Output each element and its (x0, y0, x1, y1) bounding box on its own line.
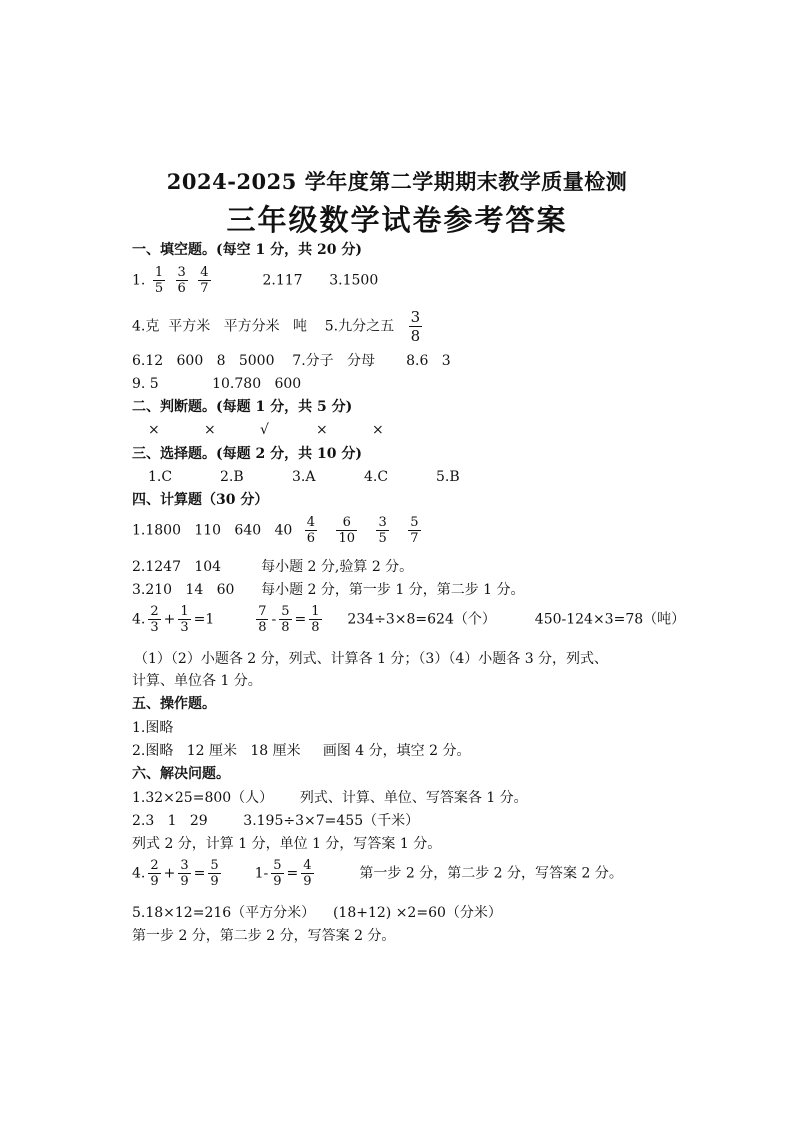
answer-choice: 5.B (436, 469, 460, 485)
choice-answers (148, 468, 508, 486)
problem-line-6: 第一步 2 分，第二步 2 分，写答案 2 分。 (132, 928, 396, 944)
fill-blank-line-2 (132, 308, 425, 345)
fraction: $\frac{2}{9}$ (150, 858, 159, 889)
problem-line-3: 列式 2 分，计算 1 分，单位 1 分，写答案 1 分。 (132, 836, 442, 852)
answer-key-title: 三年级数学试卷参考答案 (226, 203, 568, 237)
operator: = (294, 611, 307, 628)
answer-mark: × (316, 422, 328, 438)
answer-text: 450-124×3=78（吨） (534, 611, 686, 628)
operation-line-2: 2.图略 12 厘米 18 厘米 画图 4 分，填空 2 分。 (132, 743, 471, 759)
answer-text: 1.1800 110 640 40 (132, 522, 293, 539)
item-number: 1. (132, 272, 146, 289)
answer-text: 2.117 3.1500 (262, 272, 379, 289)
fraction: $\frac{6}{10}$ (338, 515, 356, 546)
answer-mark: √ (260, 422, 269, 438)
problem-line-1: 1.32×25=800（人） 列式、计算、单位、写答案各 1 分。 (132, 790, 528, 806)
scoring-note-line-1: （1）（2）小题各 2 分，列式、计算各 1 分；（3）（4）小题各 3 分，列式、 (134, 651, 609, 667)
operator: = (286, 865, 299, 882)
item-number: 4. (132, 865, 146, 882)
operator: - (271, 611, 277, 628)
fraction: $\frac{3}{8}$ (410, 308, 421, 345)
fraction: $\frac{1}{3}$ (180, 604, 189, 635)
fraction: $\frac{1}{5}$ (154, 265, 164, 296)
fill-blank-line-1 (132, 265, 378, 296)
section-calculation-heading: 四、计算题（30 分） (132, 492, 269, 508)
fraction: $\frac{5}{9}$ (273, 858, 282, 889)
fraction: $\frac{5}{9}$ (210, 858, 219, 889)
fraction: $\frac{5}{7}$ (410, 515, 419, 546)
fraction: $\frac{3}{9}$ (180, 858, 189, 889)
section-problem-solving-heading: 六、解决问题。 (132, 766, 230, 782)
answer-choice: 4.C (364, 469, 389, 485)
result: =1 (193, 611, 215, 628)
fill-blank-line-3: 6.12 600 8 5000 7.分子 分母 8.6 3 (132, 353, 451, 369)
answer-choice: 2.B (220, 469, 244, 485)
operator: = (193, 865, 206, 882)
answer-choice: 1.C (148, 469, 173, 485)
operation-line-1: 1.图略 (132, 720, 174, 736)
operator: + (163, 611, 176, 628)
fraction: $\frac{4}{9}$ (303, 858, 312, 889)
section-choice-heading: 三、选择题。(每题 2 分，共 10 分) (132, 446, 362, 462)
fraction: $\frac{4}{7}$ (200, 265, 209, 296)
calculation-line-2: 2.1247 104 每小题 2 分,验算 2 分。 (132, 559, 414, 575)
answer-text: 4.克 平方米 平方分米 吨 5.九分之五 (132, 318, 395, 335)
section-fill-blank-heading: 一、填空题。(每空 1 分，共 20 分) (132, 242, 362, 258)
fill-blank-line-4: 9. 5 10.780 600 (132, 376, 302, 392)
fraction: $\frac{3}{5}$ (378, 515, 387, 546)
section-operation-heading: 五、操作题。 (132, 696, 216, 712)
scoring-note-line-2: 计算、单位各 1 分。 (132, 673, 262, 689)
operator: + (163, 865, 176, 882)
answer-text: 第一步 2 分，第二步 2 分，写答案 2 分。 (359, 865, 623, 882)
problem-line-2: 2.3 1 29 3.195÷3×7=455（千米） (132, 813, 420, 829)
fraction: $\frac{3}{6}$ (177, 265, 186, 296)
problem-line-5: 5.18×12=216（平方分米） (18+12) ×2=60（分米） (132, 905, 502, 921)
answer-mark: × (148, 422, 160, 438)
judgment-answers (148, 421, 428, 439)
answer-mark: × (204, 422, 216, 438)
fraction: $\frac{7}{8}$ (258, 604, 267, 635)
fraction: $\frac{2}{3}$ (150, 604, 159, 635)
answer-choice: 3.A (292, 469, 316, 485)
answer-text: 234÷3×8=624（个） (347, 611, 496, 628)
item-number: 4. (132, 611, 146, 628)
operator: 1- (254, 865, 269, 882)
fraction: $\frac{5}{8}$ (281, 604, 290, 635)
calculation-line-4 (132, 604, 685, 635)
fraction: $\frac{4}{6}$ (306, 515, 316, 546)
problem-line-4 (132, 858, 623, 889)
section-judgment-heading: 二、判断题。(每题 1 分，共 5 分) (132, 399, 353, 415)
calculation-line-1 (132, 515, 424, 546)
answer-mark: × (372, 422, 384, 438)
exam-header-title: 2024-2025 学年度第二学期期末教学质量检测 (166, 169, 628, 194)
fraction: $\frac{1}{8}$ (311, 604, 320, 635)
calculation-line-3: 3.210 14 60 每小题 2 分，第一步 1 分，第二步 1 分。 (132, 582, 525, 598)
